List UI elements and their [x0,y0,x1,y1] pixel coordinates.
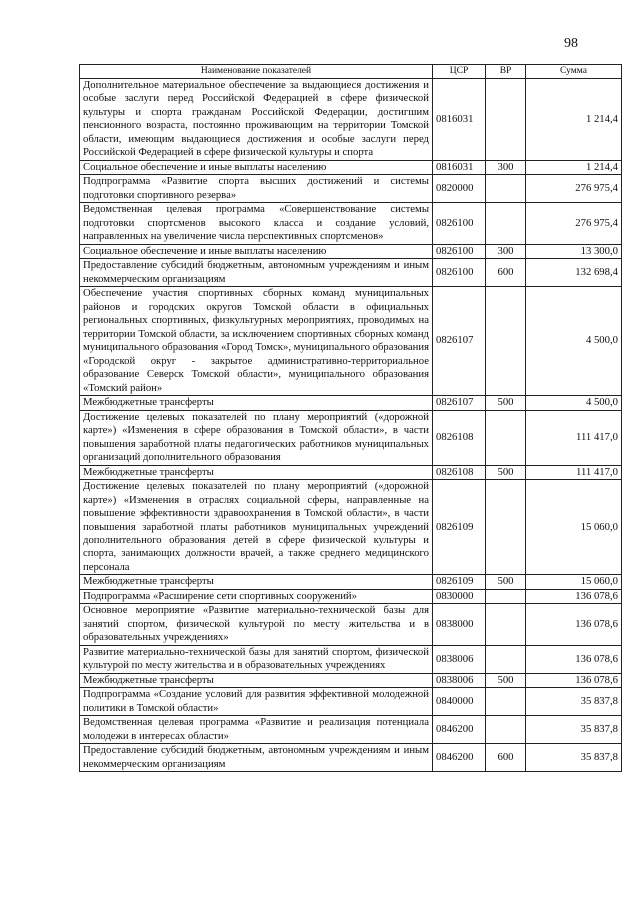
row-csr: 0826109 [433,575,486,589]
row-sum: 35 837,8 [526,716,622,744]
row-name: Предоставление субсидий бюджетным, автономным учреждениям и иным некоммерческим организациям [80,259,433,287]
table-row [80,589,622,603]
row-vr: 300 [486,160,526,174]
row-sum: 136 078,6 [526,645,622,673]
row-name: Ведомственная целевая программа «Развитие и реализация потенциала молодежи в интересах области» [80,716,433,744]
header-vr: ВР [486,65,526,79]
row-vr: 300 [486,244,526,258]
row-name: Ведомственная целевая программа «Совершенствование системы подготовки спортсменов высокого класса и создание условий, направленных на увеличение числа перспективных спортсменов» [80,203,433,244]
row-csr: 0826108 [433,465,486,479]
row-sum: 136 078,6 [526,604,622,645]
row-vr: 500 [486,673,526,687]
table-row [80,716,622,744]
row-sum: 35 837,8 [526,688,622,716]
row-vr [486,203,526,244]
row-sum: 136 078,6 [526,589,622,603]
row-name: Основное мероприятие «Развитие материально-технической базы для занятий спортом, физической культурой по месту жительства и в образовательных учреждениях» [80,604,433,645]
table-row [80,410,622,465]
table-row [80,396,622,410]
row-name: Достижение целевых показателей по плану мероприятий («дорожной карте») «Изменения в сфере образования в Томской области», в части повышения заработной платы педагогических работников муниципальных организаций дополнительного образования [80,410,433,465]
row-sum: 35 837,8 [526,744,622,772]
header-csr: ЦСР [433,65,486,79]
row-csr: 0838006 [433,645,486,673]
row-csr: 0840000 [433,688,486,716]
row-name: Развитие материально-технической базы для занятий спортом, физической культурой по месту жительства и в образовательных учреждениях [80,645,433,673]
row-csr: 0826100 [433,203,486,244]
row-name: Подпрограмма «Создание условий для развития эффективной молодежной политики в Томской области» [80,688,433,716]
row-sum: 1 214,4 [526,79,622,161]
table-row [80,160,622,174]
row-sum: 276 975,4 [526,175,622,203]
row-csr: 0816031 [433,160,486,174]
row-vr [486,79,526,161]
row-sum: 13 300,0 [526,244,622,258]
table-row [80,645,622,673]
table-row [80,688,622,716]
table-row [80,287,622,396]
row-csr: 0846200 [433,716,486,744]
page-number: 98 [564,36,578,51]
row-vr [486,287,526,396]
row-csr: 0838006 [433,673,486,687]
row-vr [486,688,526,716]
row-vr [486,716,526,744]
row-name: Подпрограмма «Развитие спорта высших достижений и системы подготовки спортивного резерва» [80,175,433,203]
row-csr: 0826107 [433,396,486,410]
row-name: Межбюджетные трансферты [80,575,433,589]
row-name: Достижение целевых показателей по плану мероприятий («дорожной карте») «Изменения в отраслях социальной сферы, направленные на повышение эффективности здравоохранения в Томской области», в части повышения заработной платы работников муниципальных учреждений дополнительного образования детей в сфере физической культуры и спорта, занимающих должности врачей, а также среднего медицинского персонала [80,480,433,575]
header-sum: Сумма [526,65,622,79]
row-name: Межбюджетные трансферты [80,673,433,687]
table-row [80,259,622,287]
row-csr: 0826108 [433,410,486,465]
budget-table [79,64,622,772]
row-vr [486,589,526,603]
row-name: Подпрограмма «Расширение сети спортивных сооружений» [80,589,433,603]
row-vr: 500 [486,396,526,410]
row-sum: 4 500,0 [526,396,622,410]
row-name: Обеспечение участия спортивных сборных команд муниципальных районов и городских округов Томской области в официальных региональных спортивных, физкультурных мероприятиях, проводимых на территории Томской области, за исключением спортивных сборных команд муниципального образования «Город Томск», муниципального образования «Городской округ - закрытое административно-территориальное образование Северск Томской области», муниципального образования «Томский район» [80,287,433,396]
row-csr: 0826109 [433,480,486,575]
table-row [80,79,622,161]
row-vr: 500 [486,465,526,479]
row-csr: 0820000 [433,175,486,203]
row-name: Предоставление субсидий бюджетным, автономным учреждениям и иным некоммерческим организациям [80,744,433,772]
row-name: Дополнительное материальное обеспечение за выдающиеся достижения и особые заслуги перед Российской Федерацией в сфере физической культуры и спорта гражданам Российской Федерации, достигшим пенсионного возраста, постоянно проживающим на территории Томской области, имеющим выдающиеся достижения и особые заслуги перед Российской Федерацией в сфере физической культуры и спорта [80,79,433,161]
row-csr: 0838000 [433,604,486,645]
row-vr [486,480,526,575]
row-name: Межбюджетные трансферты [80,465,433,479]
row-sum: 111 417,0 [526,410,622,465]
table-row [80,673,622,687]
table-row [80,744,622,772]
table-row [80,465,622,479]
row-sum: 4 500,0 [526,287,622,396]
row-sum: 136 078,6 [526,673,622,687]
row-name: Межбюджетные трансферты [80,396,433,410]
header-name: Наименование показателей [80,65,433,79]
row-csr: 0846200 [433,744,486,772]
row-csr: 0816031 [433,79,486,161]
row-csr: 0826107 [433,287,486,396]
row-sum: 1 214,4 [526,160,622,174]
row-vr [486,645,526,673]
row-vr: 600 [486,744,526,772]
row-vr [486,604,526,645]
row-vr [486,410,526,465]
row-sum: 111 417,0 [526,465,622,479]
row-sum: 15 060,0 [526,575,622,589]
row-name: Социальное обеспечение и иные выплаты населению [80,244,433,258]
row-sum: 276 975,4 [526,203,622,244]
table-row [80,604,622,645]
row-vr: 600 [486,259,526,287]
table-row [80,244,622,258]
row-vr [486,175,526,203]
row-sum: 132 698,4 [526,259,622,287]
row-sum: 15 060,0 [526,480,622,575]
table-row [80,575,622,589]
row-csr: 0826100 [433,244,486,258]
row-vr: 500 [486,575,526,589]
table-row [80,203,622,244]
table-row [80,175,622,203]
row-csr: 0826100 [433,259,486,287]
row-name: Социальное обеспечение и иные выплаты населению [80,160,433,174]
table-header-row [80,65,622,79]
row-csr: 0830000 [433,589,486,603]
table-row [80,480,622,575]
